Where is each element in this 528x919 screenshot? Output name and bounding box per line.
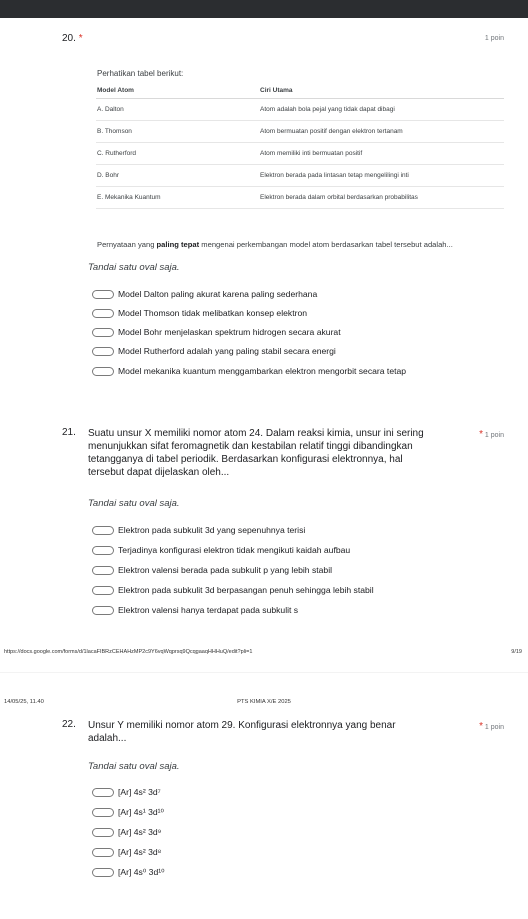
radio-oval[interactable] (92, 526, 114, 535)
radio-oval[interactable] (92, 848, 114, 857)
page-number: 9/19 (511, 649, 522, 655)
table-row (96, 142, 504, 164)
required-asterisk: * (78, 33, 83, 44)
choice-hint: Tandai satu oval saja. (88, 262, 180, 273)
radio-option[interactable]: Model mekanika kuantum menggambarkan elektron mengorbit secara tetap (92, 365, 406, 377)
page-break (0, 672, 528, 673)
table-cell: Elektron berada dalam orbital berdasarkan probabilitas (260, 186, 504, 208)
radio-oval[interactable] (92, 328, 114, 337)
radio-oval[interactable] (92, 808, 114, 817)
radio-oval[interactable] (92, 606, 114, 615)
radio-option[interactable]: Elektron pada subkulit 3d yang sepenuhnya terisi (92, 524, 305, 536)
page-url: https://docs.google.com/forms/d/1lacaFIBRzCEHAHzMP2c9Y6vqWqprsq9QcqgaaqHHHuQ/edit?pli=1 (4, 649, 253, 655)
radio-option[interactable]: Terjadinya konfigurasi elektron tidak mengikuti kaidah aufbau (92, 544, 350, 556)
table-header: Ciri Utama (260, 84, 504, 98)
form-title: PTS KIMIA X/E 2025 (237, 699, 291, 705)
radio-option[interactable]: Model Thomson tidak melibatkan konsep elektron (92, 307, 307, 319)
required-asterisk: * (479, 429, 483, 440)
points-label: * 1 poin (479, 429, 504, 440)
table-cell: Elektron berada pada lintasan tetap mengelilingi inti (260, 164, 504, 186)
table-title: Perhatikan tabel berikut: (97, 69, 184, 78)
radio-option[interactable]: Elektron valensi berada pada subkulit p yang lebih stabil (92, 564, 332, 576)
radio-oval[interactable] (92, 546, 114, 555)
print-date: 14/05/25, 11.40 (4, 699, 44, 705)
radio-option[interactable]: [Ar] 4s² 3d⁷ (92, 786, 161, 798)
radio-option[interactable]: Model Rutherford adalah yang paling stabil secara energi (92, 345, 336, 357)
radio-option[interactable]: Elektron valensi hanya terdapat pada subkulit s (92, 604, 298, 616)
table-cell: A. Dalton (96, 98, 260, 120)
choice-hint: Tandai satu oval saja. (88, 498, 180, 509)
question-text: Suatu unsur X memiliki nomor atom 24. Dalam reaksi kimia, unsur ini sering menunjukkan sifat feromagnetik dan kestabilan relatif tinggi dibandingkan tetangganya di tabel periodik. Berdasarkan konfigurasi elektronnya, hal tersebut dapat dijelaskan oleh... (88, 428, 424, 478)
radio-oval[interactable] (92, 788, 114, 797)
table-cell: E. Mekanika Kuantum (96, 186, 260, 208)
browser-top-bar (0, 0, 528, 18)
radio-oval[interactable] (92, 566, 114, 575)
radio-oval[interactable] (92, 309, 114, 318)
radio-option[interactable]: [Ar] 4s¹ 3d¹⁰ (92, 806, 164, 818)
table-cell: Atom bermuatan positif dengan elektron tertanam (260, 120, 504, 142)
question-text: Unsur Y memiliki nomor atom 29. Konfigurasi elektronnya yang benar adalah... (88, 720, 396, 744)
radio-option[interactable]: Model Bohr menjelaskan spektrum hidrogen secara akurat (92, 326, 341, 338)
radio-oval[interactable] (92, 828, 114, 837)
radio-oval[interactable] (92, 347, 114, 356)
table-cell: B. Thomson (96, 120, 260, 142)
radio-oval[interactable] (92, 868, 114, 877)
table-row (96, 120, 504, 142)
radio-oval[interactable] (92, 367, 114, 376)
required-asterisk: * (479, 721, 483, 732)
table-row (96, 98, 504, 120)
points-label: 1 poin (484, 35, 504, 42)
table-cell: Atom adalah bola pejal yang tidak dapat dibagi (260, 98, 504, 120)
table-row (96, 164, 504, 186)
question-number: 21. (62, 427, 76, 438)
radio-oval[interactable] (92, 586, 114, 595)
radio-oval[interactable] (92, 290, 114, 299)
atom-model-table (96, 84, 504, 209)
table-header: Model Atom (96, 84, 260, 98)
radio-option[interactable]: [Ar] 4s² 3d⁸ (92, 846, 161, 858)
question-number: 22. (62, 719, 76, 730)
question-statement: Pernyataan yang paling tepat mengenai perkembangan model atom berdasarkan tabel tersebut adalah... (97, 240, 453, 249)
table-cell: Atom memiliki inti bermuatan positif (260, 142, 504, 164)
table-row (96, 186, 504, 208)
question-number: 20. * (62, 33, 83, 44)
radio-option[interactable]: [Ar] 4s⁰ 3d¹⁰ (92, 866, 165, 878)
choice-hint: Tandai satu oval saja. (88, 761, 180, 772)
radio-option[interactable]: Elektron pada subkulit 3d berpasangan penuh sehingga lebih stabil (92, 584, 374, 596)
points-label: * 1 poin (479, 721, 504, 732)
table-cell: C. Rutherford (96, 142, 260, 164)
radio-option[interactable]: [Ar] 4s² 3d⁹ (92, 826, 161, 838)
table-cell: D. Bohr (96, 164, 260, 186)
radio-option[interactable]: Model Dalton paling akurat karena paling sederhana (92, 288, 317, 300)
